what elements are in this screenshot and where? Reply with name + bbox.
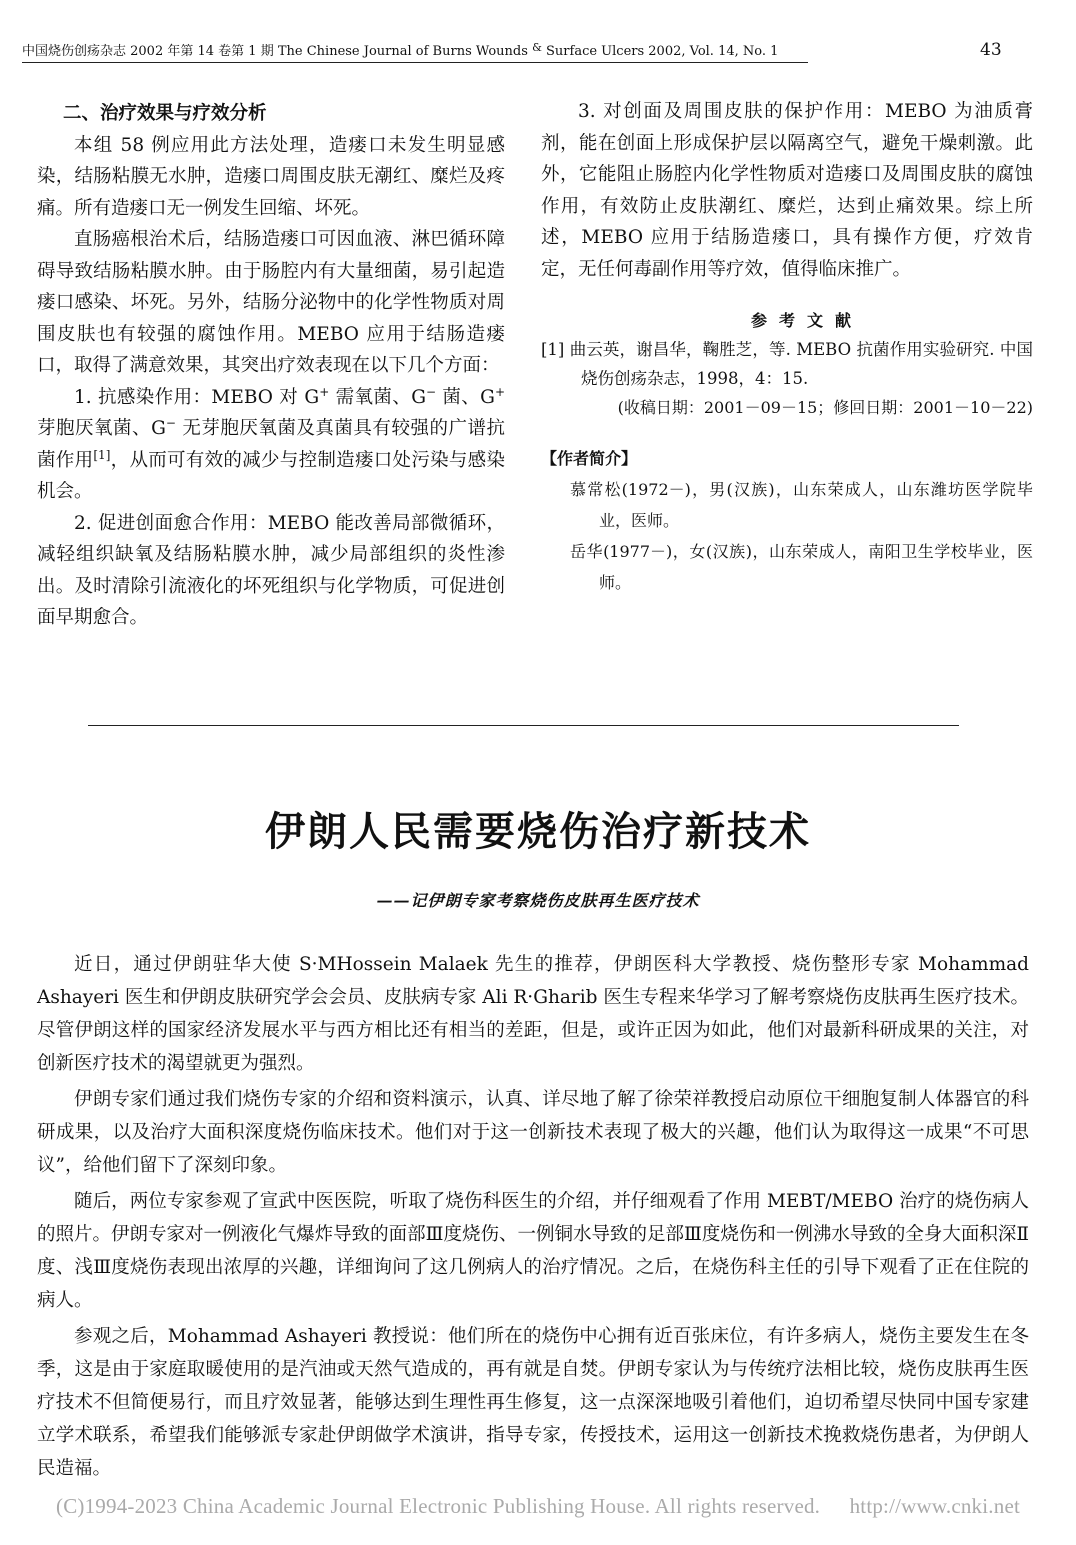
received-dates: (收稿日期：2001－09－15；修回日期：2001－10－22) <box>617 398 1033 417</box>
references-heading: 参考文献 <box>750 311 863 330</box>
author-bio-heading: 【作者简介】 <box>541 449 638 468</box>
author-bio-1: 慕常松(1972－)，男(汉族)，山东荣成人，山东潍坊医学院毕业，医师。 <box>570 480 1033 530</box>
left-column <box>37 98 505 634</box>
section-divider <box>88 725 959 726</box>
section-heading: 二、治疗效果与疗效分析 <box>63 103 267 124</box>
paragraph-analysis: 直肠癌根治术后，结肠造瘘口可因血液、淋巴循环障碍导致结肠粘膜水肿。由于肠腔内有大量细菌，易引起造瘘口感染、坏死。另外，结肠分泌物中的化学性物质对周围皮肤也有较强的腐蚀作用。MEBO 应用于结肠造瘘口，取得了满意效果，其突出疗效表现在以下几个方面： <box>37 229 505 376</box>
citation-link[interactable]: [1] <box>93 447 111 462</box>
journal-name-cn: 中国烧伤创疡杂志 2002 年第 14 卷第 1 期 <box>22 44 274 59</box>
reference-item: [1] 曲云英，谢昌华，鞠胜芝，等. MEBO 抗菌作用实验研究. 中国烧伤创疡杂志，1998，4：15. <box>541 340 1033 388</box>
paragraph-wound-healing: 2. 促进创面愈合作用：MEBO 能改善局部微循环，减轻组织缺氧及结肠粘膜水肿，减少局部组织的炎性渗出。及时清除引流液化的坏死组织与化学物质，可促进创面早期愈合。 <box>37 512 505 628</box>
author-bio-2: 岳华(1977－)，女(汉族)，山东荣成人，南阳卫生学校毕业，医师。 <box>570 542 1033 592</box>
paragraph-skin-protection: 3. 对创面及周围皮肤的保护作用：MEBO 为油质膏剂，能在创面上形成保护层以隔离空气，避免干燥刺激。此外，它能阻止肠腔内化学性物质对造瘘口及周围皮肤的腐蚀作用，有效防止皮肤潮红、糜烂，达到止痛效果。综上所述，MEBO 应用于结肠造瘘口，具有操作方便，疗效肯定，无任何毒副作用等疗效，值得临床推广。 <box>541 101 1033 280</box>
copyright-footer <box>0 1494 1076 1519</box>
article-paragraph: 近日，通过伊朗驻华大使 S·MHossein Malaek 先生的推荐，伊朗医科大学教授、烧伤整形专家 Mohammad Ashayeri 医生和伊朗皮肤研究学会会员、皮肤病专家 Ali R·Gharib 医生专程来华学习了解考察烧伤皮肤再生医疗技术。尽管伊朗这样的国家经济发展水平与西方相比还有相当的差距，但是，或许正因为如此，他们对最新科研成果的关注，对创新医疗技术的渴望就更为强烈。 <box>37 954 1029 1074</box>
right-column <box>541 96 1033 598</box>
article-paragraph: 随后，两位专家参观了宣武中医医院，听取了烧伤科医生的介绍，并仔细观看了作用 MEBT/MEBO 治疗的烧伤病人的照片。伊朗专家对一例液化气爆炸导致的面部Ⅲ度烧伤、一例铜水导致的足部Ⅲ度烧伤和一例沸水导致的全身大面积深Ⅱ度、浅Ⅲ度烧伤表现出浓厚的兴趣，详细询问了这几例病人的治疗情况。之后，在烧伤科主任的引导下观看了正在住院的病人。 <box>37 1191 1029 1311</box>
page-number: 43 <box>980 40 1002 60</box>
journal-volume-info: Surface Ulcers 2002, Vol. 14, No. 1 <box>546 44 779 59</box>
footer-url-link[interactable]: http://www.cnki.net <box>849 1494 1020 1518</box>
running-header <box>22 40 808 63</box>
copyright-text: (C)1994-2023 China Academic Journal Electronic Publishing House. All rights reserved. <box>56 1494 821 1518</box>
paragraph-results: 本组 58 例应用此方法处理，造瘘口未发生明显感染，结肠粘膜无水肿，造瘘口周围皮肤无潮红、糜烂及疼痛。所有造瘘口无一例发生回缩、坏死。 <box>37 134 505 219</box>
article-paragraph: 伊朗专家们通过我们烧伤专家的介绍和资料演示，认真、详尽地了解了徐荣祥教授启动原位干细胞复制人体器官的科研成果，以及治疗大面积深度烧伤临床技术。他们对于这一创新技术表现了极大的兴趣，他们认为取得这一成果“不可思议”，给他们留下了深刻印象。 <box>37 1089 1029 1176</box>
paragraph-anti-infection: 1. 抗感染作用：MEBO 对 G+ 需氧菌、G− 菌、G+ 芽胞厌氧菌、G− 无芽胞厌氧菌及真菌具有较强的广谱抗菌作用[1]，从而可有效的减少与控制造瘘口处污染与感染机会。 <box>37 384 506 502</box>
article-title: 伊朗人民需要烧伤治疗新技术 <box>265 809 811 855</box>
journal-name-ampersand: & <box>532 41 542 54</box>
article-body <box>37 948 1029 1488</box>
journal-name-en: The Chinese Journal of Burns Wounds <box>277 44 528 59</box>
article-subtitle: ——记伊朗专家考察烧伤皮肤再生医疗技术 <box>376 891 700 910</box>
article-paragraph: 参观之后，Mohammad Ashayeri 教授说：他们所在的烧伤中心拥有近百张床位，有许多病人，烧伤主要发生在冬季，这是由于家庭取暖使用的是汽油或天然气造成的，再有就是自焚。伊朗专家认为与传统疗法相比较，烧伤皮肤再生医疗技术不但简便易行，而且疗效显著，能够达到生理性再生修复，这一点深深地吸引着他们，迫切希望尽快同中国专家建立学术联系，希望我们能够派专家赴伊朗做学术演讲，指导专家，传授技术，运用这一创新技术挽救烧伤患者，为伊朗人民造福。 <box>37 1326 1029 1479</box>
